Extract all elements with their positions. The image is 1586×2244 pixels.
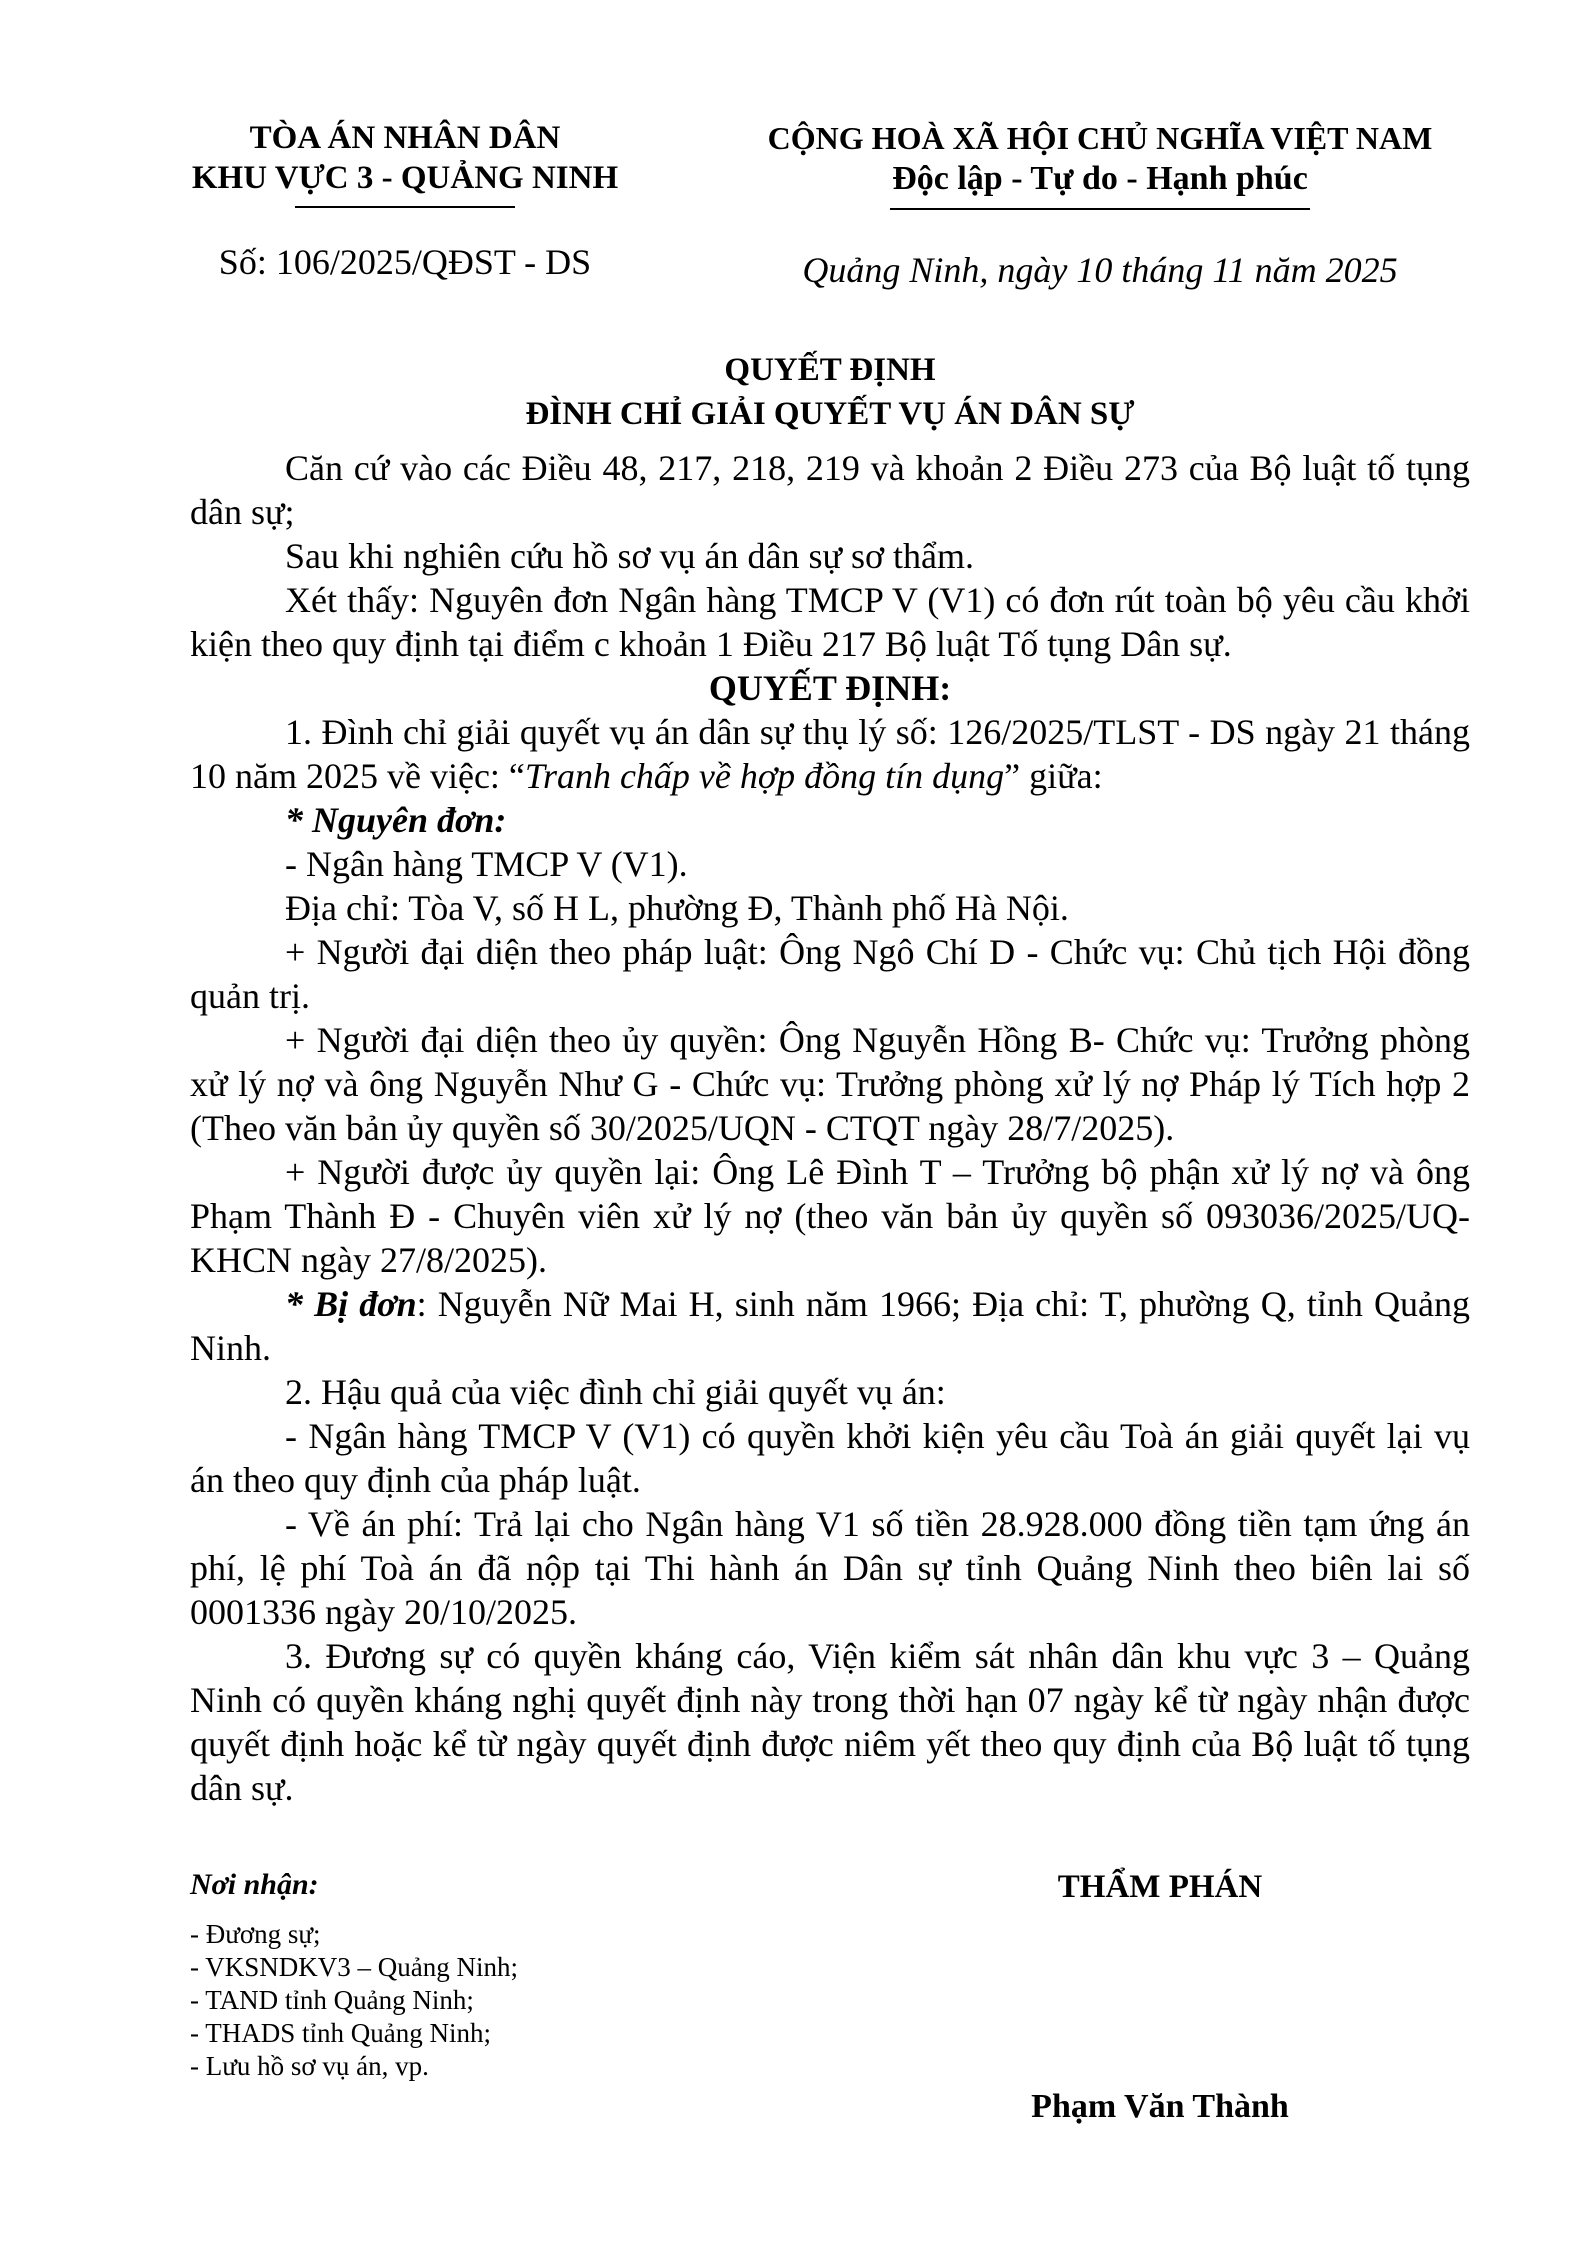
- paragraph-sub-authorized: [190, 1150, 1470, 1282]
- recipient-item: - Lưu hồ sơ vụ án, vp.: [190, 2051, 429, 2081]
- recipients-block: [190, 1866, 810, 2128]
- text-segment: Căn cứ vào các Điều 48, 217, 218, 219 và khoản 2 Điều 273 của Bộ luật tố tụng dân sự;: [190, 448, 1470, 532]
- text-segment: QUYẾT ĐỊNH:: [708, 668, 952, 708]
- paragraph-can-cu: [190, 446, 1470, 534]
- national-title: CỘNG HOÀ XÃ HỘI CHỦ NGHĨA VIỆT NAM: [767, 120, 1433, 156]
- paragraph-item-1: [190, 710, 1470, 798]
- text-segment: Địa chỉ: Tòa V, số H L, phường Đ, Thành phố Hà Nội.: [285, 888, 1069, 928]
- paragraph-sau-khi: [190, 534, 1470, 578]
- document-header: [0, 0, 1586, 210]
- national-heading-block: [700, 118, 1500, 210]
- title-line1: QUYẾT ĐỊNH: [724, 352, 936, 388]
- label-nguyen-don: [190, 798, 1470, 842]
- document-title: [190, 348, 1470, 436]
- text-segment: - Ngân hàng TMCP V (V1).: [285, 844, 688, 884]
- paragraph-plaintiff: [190, 842, 1470, 886]
- header-left-rule: [295, 206, 515, 208]
- number-date-row: [0, 240, 1586, 292]
- document-body: [190, 446, 1470, 1810]
- paragraph-fees: [190, 1502, 1470, 1634]
- text-segment: 3. Đương sự có quyền kháng cáo, Viện kiểm sát nhân dân khu vực 3 – Quảng Ninh có quyền kháng nghị quyết định này trong thời hạn 07 ngày kể từ ngày nhận được quyết định hoặc kể từ ngày quyết định được niêm yết theo quy định của Bộ luật tố tụng dân sự.: [190, 1636, 1470, 1808]
- national-motto: Độc lập - Tự do - Hạnh phúc: [892, 160, 1308, 197]
- recipient-item: - Đương sự;: [190, 1919, 321, 1949]
- text-segment: Sau khi nghiên cứu hồ sơ vụ án dân sự sơ thẩm.: [285, 536, 975, 576]
- text-segment: - Ngân hàng TMCP V (V1) có quyền khởi kiện yêu cầu Toà án giải quyết lại vụ án theo quy định của pháp luật.: [190, 1416, 1470, 1500]
- judge-name: Phạm Văn Thành: [1031, 2088, 1289, 2125]
- decision-heading: [190, 666, 1470, 710]
- text-segment: 1. Đình chỉ giải quyết vụ án dân sự thụ lý số: 126/2025/TLST - DS ngày 21 tháng 10 năm 2025 về việc: “: [190, 712, 1470, 796]
- title-line2: ĐÌNH CHỈ GIẢI QUYẾT VỤ ÁN DÂN SỰ: [525, 396, 1135, 432]
- paragraph-plaintiff-address: [190, 886, 1470, 930]
- paragraph-xet-thay: [190, 578, 1470, 666]
- document-number: Số: 106/2025/QĐST - DS: [218, 242, 592, 282]
- court-name-line2: KHU VỰC 3 - QUẢNG NINH: [191, 160, 619, 196]
- paragraph-consequence-right: [190, 1414, 1470, 1502]
- recipient-item: - VKSNDKV3 – Quảng Ninh;: [190, 1952, 518, 1982]
- issuing-court-block: [125, 118, 685, 210]
- document-footer: [0, 1866, 1586, 2128]
- text-segment: 2. Hậu quả của việc đình chỉ giải quyết vụ án:: [285, 1372, 946, 1412]
- text-segment: + Người được ủy quyền lại: Ông Lê Đình T – Trưởng bộ phận xử lý nợ và ông Phạm Thành Đ - Chuyên viên xử lý nợ (theo văn bản ủy quyền số 093036/2025/UQ-KHCN ngày 27/8/2025).: [190, 1152, 1470, 1280]
- text-segment: : Nguyễn Nữ Mai H, sinh năm 1966; Địa chỉ: T, phường Q, tỉnh Quảng Ninh.: [190, 1284, 1470, 1368]
- recipient-item: - THADS tỉnh Quảng Ninh;: [190, 2018, 491, 2048]
- text-segment: ” giữa:: [1004, 756, 1103, 796]
- signature-space: [850, 1908, 1470, 2086]
- header-right-rule: [890, 208, 1310, 210]
- text-segment: * Nguyên đơn:: [285, 800, 507, 840]
- paragraph-defendant: [190, 1282, 1470, 1370]
- text-segment: * Bị đơn: [285, 1284, 417, 1324]
- paragraph-item-3: [190, 1634, 1470, 1810]
- recipient-item: - TAND tỉnh Quảng Ninh;: [190, 1985, 474, 2015]
- text-segment: + Người đại diện theo pháp luật: Ông Ngô Chí D - Chức vụ: Chủ tịch Hội đồng quản trị.: [190, 932, 1470, 1016]
- judge-title: THẨM PHÁN: [1057, 1869, 1263, 1905]
- paragraph-authorized-representative: [190, 1018, 1470, 1150]
- recipients-list: [190, 1918, 810, 2083]
- recipients-label: Nơi nhận:: [190, 1868, 319, 1901]
- signature-block: [850, 1866, 1470, 2128]
- court-name-line1: TÒA ÁN NHÂN DÂN: [249, 120, 561, 156]
- text-segment: + Người đại diện theo ủy quyền: Ông Nguyễn Hồng B- Chức vụ: Trưởng phòng xử lý nợ và ông Nguyễn Như G - Chức vụ: Trưởng phòng xử lý nợ Pháp lý Tích hợp 2 (Theo văn bản ủy quyền số 30/2025/UQN - CTQT ngày 28/7/2025).: [190, 1020, 1470, 1148]
- place-date-line: Quảng Ninh, ngày 10 tháng 11 năm 2025: [802, 250, 1398, 290]
- paragraph-legal-representative: [190, 930, 1470, 1018]
- text-segment: Tranh chấp về hợp đồng tín dụng: [524, 756, 1005, 796]
- text-segment: - Về án phí: Trả lại cho Ngân hàng V1 số tiền 28.928.000 đồng tiền tạm ứng án phí, lệ phí Toà án đã nộp tại Thi hành án Dân sự tỉnh Quảng Ninh theo biên lai số 0001336 ngày 20/10/2025.: [190, 1504, 1470, 1632]
- text-segment: Xét thấy: Nguyên đơn Ngân hàng TMCP V (V1) có đơn rút toàn bộ yêu cầu khởi kiện theo quy định tại điểm c khoản 1 Điều 217 Bộ luật Tố tụng Dân sự.: [190, 580, 1470, 664]
- paragraph-item-2: [190, 1370, 1470, 1414]
